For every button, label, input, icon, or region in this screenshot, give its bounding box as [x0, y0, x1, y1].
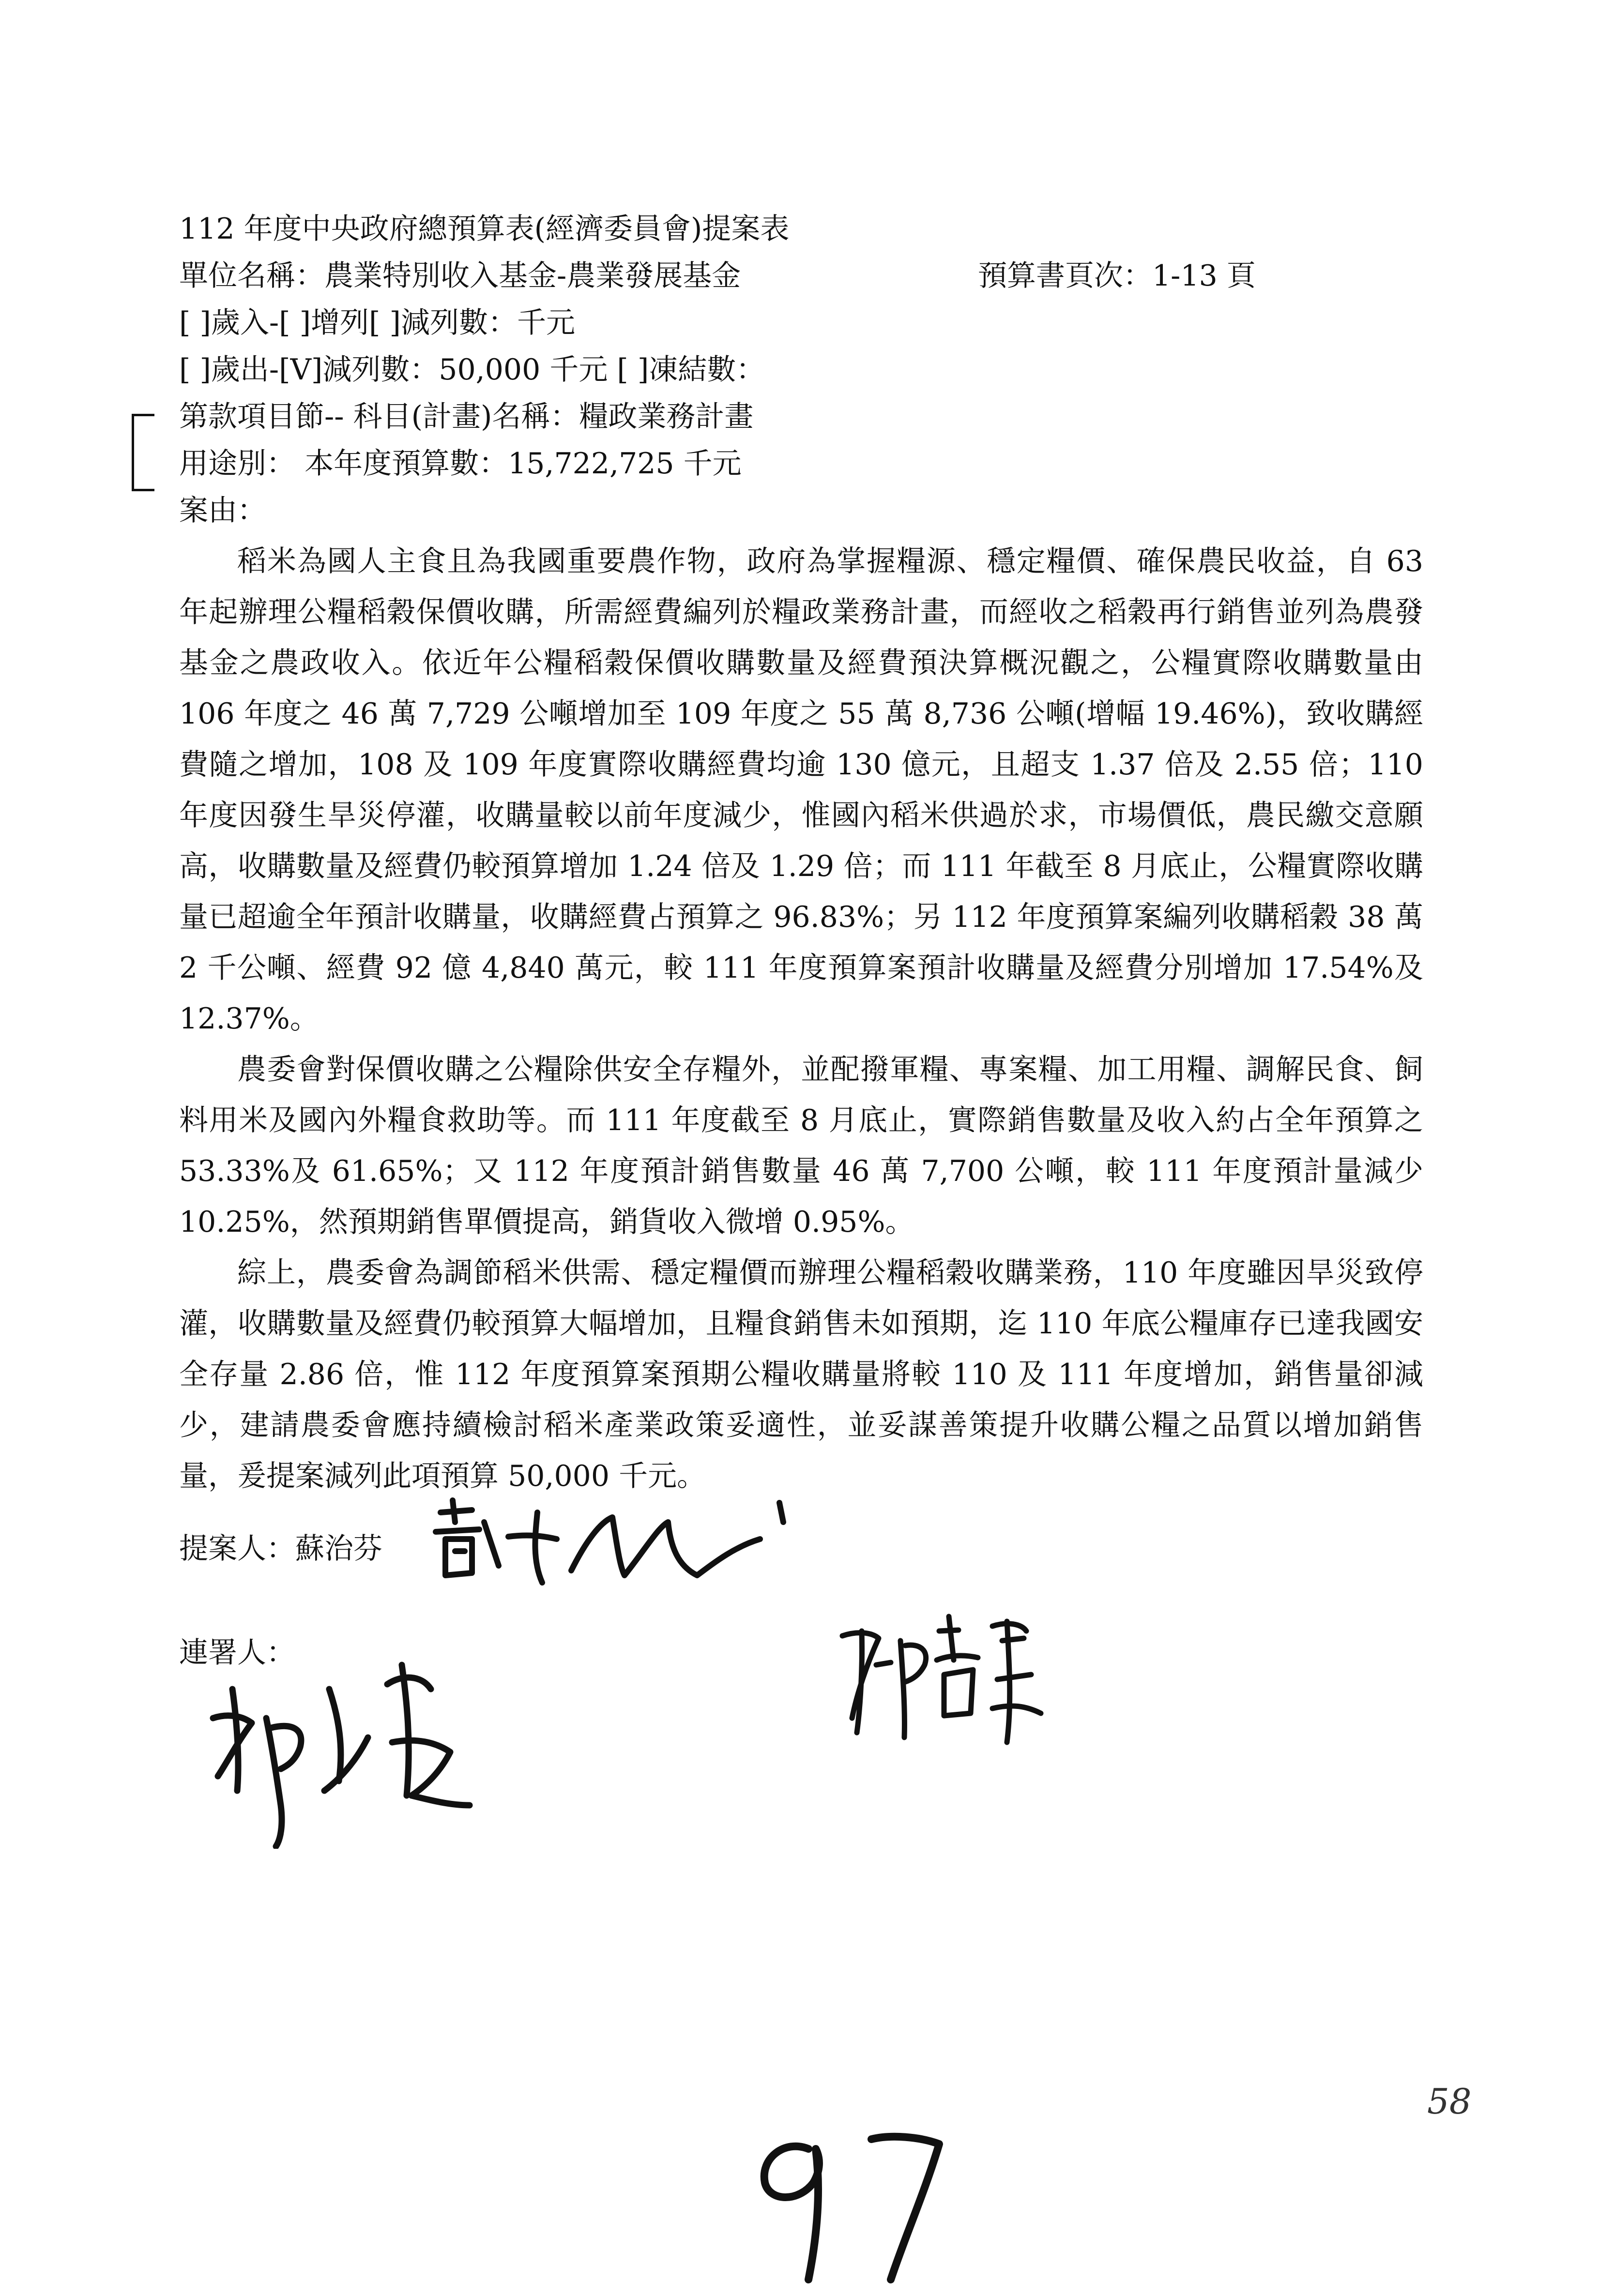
item-line: 第款項目節-- 科目(計畫)名稱：糧政業務計畫: [179, 400, 754, 434]
handwritten-number: [736, 2120, 959, 2294]
cosigner-label: 連署人：: [179, 1636, 295, 1670]
expenditure-line: [ ]歲出-[V]減列數：50,000 千元 [ ]凍結數：: [179, 353, 765, 387]
budget-page-reference: 預算書頁次：1-13 頁: [978, 259, 1256, 293]
reason-label: 案由：: [179, 494, 266, 528]
proposer-label: 提案人：蘇治芬: [179, 1532, 382, 1566]
bracket-mark: [132, 414, 154, 491]
paragraph-2: 農委會對保價收購之公糧除供安全存糧外，並配撥軍糧、專案糧、加工用糧、調解民食、飼料用米及國內外糧食救助等。而 111 年度截至 8 月底止，實際銷售數量及收入約占全年預算之 53.33%及 61.65%；又 112 年度預計銷售數量 46 萬 7,700 公噸，較 111 年度預計量減少 10.25%，然預期銷售單價提高，銷貨收入微增 0.95%。: [179, 1053, 1423, 1239]
revenue-line: [ ]歲入-[ ]增列[ ]減列數：千元: [179, 306, 575, 340]
unit-name-line: 單位名稱：農業特別收入基金-農業發展基金: [179, 259, 741, 293]
paragraph-1: 稻米為國人主食且為我國重要農作物，政府為掌握糧源、穩定糧價、確保農民收益，自 63 年起辦理公糧稻穀保價收購，所需經費編列於糧政業務計畫，而經收之稻穀再行銷售並列為農發基金之農政收入。依近年公糧稻穀保價收購數量及經費預決算概況觀之，公糧實際收購數量由 106 年度之 46 萬 7,729 公噸增加至 109 年度之 55 萬 8,736 公噸(增幅 19.46%)，致收購經費隨之增加，108 及 109 年度實際收購經費均逾 130 億元，且超支 1.37 倍及 2.55 倍；110 年度因發生旱災停灌，收購量較以前年度減少，惟國內稻米供過於求，市場價低，農民繳交意願高，收購數量及經費仍較預算增加 1.24 倍及 1.29 倍；而 111 年截至 8 月底止，公糧實際收購量已超逾全年預計收購量，收購經費占預算之 96.83%；另 112 年度預算案編列收購稻穀 38 萬 2 千公噸、經費 92 億 4,840 萬元，較 111 年度預算案預計收購量及經費分別增加 17.54%及 12.37%。: [179, 544, 1423, 1036]
document-title: 112 年度中央政府總預算表(經濟委員會)提案表: [179, 212, 790, 246]
cosigner-signature-2: [833, 1597, 1055, 1752]
proposer-signature: [426, 1493, 794, 1590]
page-number: 58: [1427, 2081, 1472, 2122]
purpose-line: 用途別： 本年度預算數：15,722,725 千元: [179, 447, 742, 481]
paragraph-3: 綜上，農委會為調節稻米供需、穩定糧價而辦理公糧稻穀收購業務，110 年度雖因旱災致停灌，收購數量及經費仍較預算大幅增加，且糧食銷售未如預期，迄 110 年底公糧庫存已達我國安全存量 2.86 倍，惟 112 年度預算案預期公糧收購量將較 110 及 111 年度增加，銷售量卻減少，建請農委會應持續檢討稻米產業政策妥適性，並妥謀善策提升收購公糧之品質以增加銷售量，爰提案減列此項預算 50,000 千元。: [179, 1256, 1423, 1493]
reason-body: [179, 536, 1423, 1502]
cosigner-signature-1: [198, 1646, 499, 1849]
